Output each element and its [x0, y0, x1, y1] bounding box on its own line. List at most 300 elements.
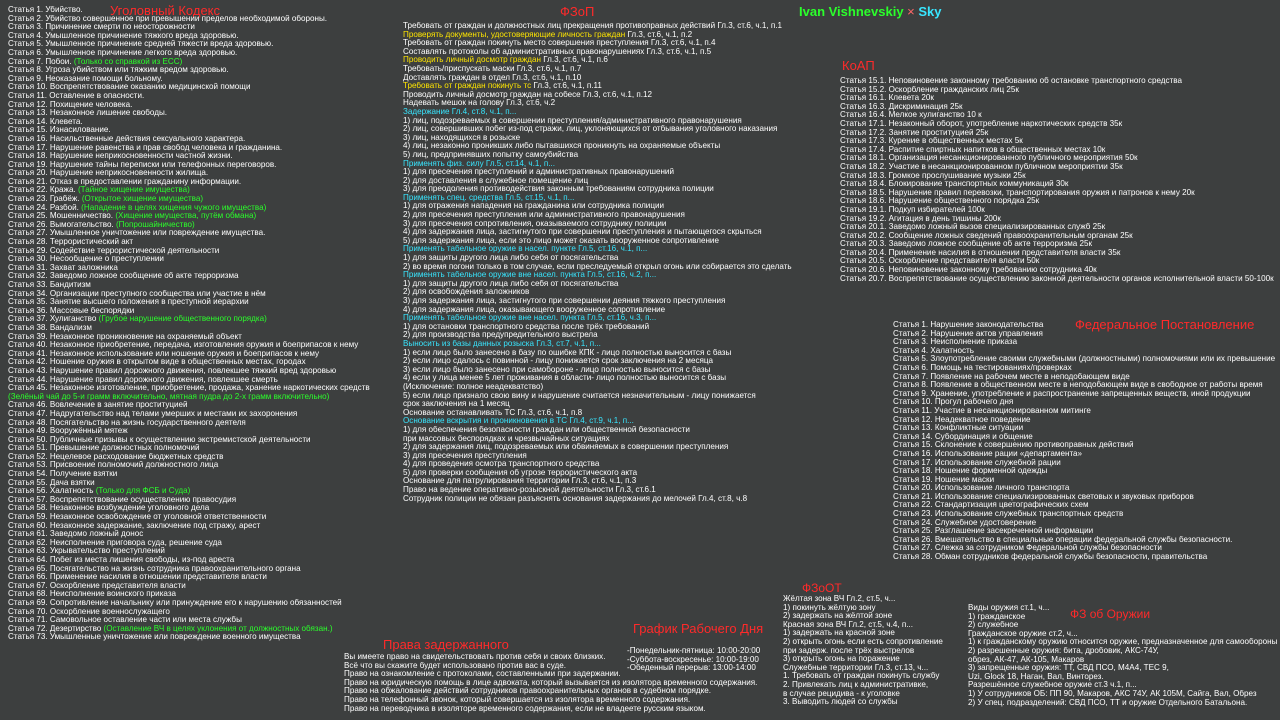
uk-t: Статья 3. Причинение смерти по неосторожности: [8, 23, 195, 32]
koap-t: Статья 18.5. Нарушение правил перевозки, транспортирования оружия и патронов к нему 20к: [840, 188, 1195, 197]
fzop-line: [403, 495, 803, 504]
uk-line: [8, 32, 400, 41]
koap-line: [840, 172, 1280, 181]
uk-line: [8, 436, 400, 445]
uk-h: (Только со справкой из ЕСС): [73, 57, 183, 66]
weap-t: 1) гражданское: [968, 612, 1026, 621]
police-law-list: [403, 22, 803, 503]
fzop-t: Гл.3, ст.6, ч.1, п.6: [543, 56, 608, 65]
uk-line: [8, 401, 400, 410]
fed-line: [893, 355, 1280, 364]
weap-t: 1) У сотрудников ОБ: ПП 90, Макаров, АКС 74У, АК 105М, Сайга, Вал, Обрез: [968, 689, 1257, 698]
koap-line: [840, 146, 1280, 155]
fzop-t: 4) для задержания лица, застигнутого при совершении преступления и пытающегося скрыться: [403, 228, 762, 237]
fed-t: Статья 14. Субординация и общение: [893, 432, 1033, 441]
federal-resolution-title: Федеральное Постановление: [1075, 317, 1255, 332]
uk-line: [8, 298, 400, 307]
fzoot-list: [783, 595, 973, 707]
uk-line: [8, 66, 400, 75]
koap-line: [840, 189, 1280, 198]
fed-t: Статья 9. Хранение, употребление и распространение запрещенных веществ, иной продукции: [893, 389, 1251, 398]
fzop-line: [403, 22, 803, 31]
fzop-line: [403, 263, 803, 272]
fzop-line: [403, 134, 803, 143]
fed-line: [893, 544, 1280, 553]
uk-line: [8, 83, 400, 92]
fzop-t: 4) для задержания лица, оказывающего вооруженное сопротивление: [403, 305, 666, 314]
uk-t: Статья 12. Похищение человека.: [8, 100, 133, 109]
uk-line: [8, 40, 400, 49]
koap-line: [840, 232, 1280, 241]
uk-line: [8, 92, 400, 101]
uk-t: Статья 24. Разбой.: [8, 203, 82, 212]
uk-line: [8, 479, 400, 488]
koap-line: [840, 215, 1280, 224]
uk-line: [8, 539, 400, 548]
uk-h: (Только для ФСБ и Суда): [95, 487, 191, 496]
fzop-line: [403, 435, 803, 444]
fzop-c: Основание вскрытия и проникновения в ТС Гл.4, ст.9, ч.1, п...: [403, 417, 634, 426]
fzop-line: [403, 288, 803, 297]
koap-line: [840, 266, 1280, 275]
uk-line: [8, 221, 400, 230]
uk-line: [8, 229, 400, 238]
uk-t: Статья 33. Бандитизм: [8, 281, 91, 289]
fed-line: [893, 424, 1280, 433]
fzop-line: [403, 374, 803, 383]
fed-t: Статья 13. Конфликтные ситуации: [893, 424, 1024, 433]
fzoot-t: 3) открыть огонь на поражение: [783, 655, 900, 664]
uk-line: [8, 178, 400, 187]
weap-t: 1) к гражданскому оружию относится оружие, предназначенное для самообороны: [968, 638, 1278, 647]
criminal-code-list: [8, 6, 400, 642]
uk-line: [8, 393, 400, 402]
fed-line: [893, 321, 1280, 330]
uk-line: [8, 616, 400, 625]
koap-t: Статья 19.2. Агитация в день тишины 200к: [840, 214, 1001, 223]
fzop-t: срок заключения на 1 месяц: [403, 400, 510, 409]
fzop-line: [403, 280, 803, 289]
uk-line: [8, 590, 400, 599]
fzop-t: Надевать мешок на голову Гл.3, ст.6, ч.2: [403, 99, 556, 108]
fzop-t: Требовать/приспускать маски Гл.3, ст.6, ч.1, п.7: [403, 64, 582, 73]
uk-t: Статья 7. Побои.: [8, 57, 74, 66]
uk-line: [8, 169, 400, 178]
uk-t: Статья 67. Оскорбление представителя власти: [8, 581, 186, 590]
fzop-t: 4) для проведения осмотра транспортного средства: [403, 460, 600, 469]
koap-t: Статья 20.3. Заведомо ложное сообщение об акте терроризма 25к: [840, 240, 1093, 249]
uk-t: Статья 68. Неисполнение воинского приказа: [8, 590, 177, 599]
uk-t: Статья 51. Превышение должностных полномочий: [8, 444, 200, 453]
koap-line: [840, 257, 1280, 266]
fzop-t: Сотрудник полиции не обязан разъяснять основания задержания до мелочей Гл.4, ст.8, ч.8: [403, 494, 748, 503]
fed-line: [893, 467, 1280, 476]
weap-line: [968, 673, 1280, 682]
fed-t: Статья 12. Неадекватное поведение: [893, 415, 1031, 424]
uk-line: [8, 513, 400, 522]
fzop-t: 2) для производства предупредительного выстрела: [403, 331, 598, 340]
fzop-t: 1) для пресечения преступлений и административных правонарушений: [403, 168, 674, 177]
weap-line: [968, 690, 1280, 699]
weap-line: [968, 630, 1280, 639]
fzoot-t: при задерж. после трёх выстрелов: [783, 646, 915, 655]
fed-line: [893, 347, 1280, 356]
uk-t: Статья 25. Мошенничество.: [8, 212, 116, 221]
fzoot-t: 3. Выводить людей со службы: [783, 698, 898, 707]
fed-t: Статья 7. Появление на рабочем месте в неподобающем виде: [893, 372, 1130, 381]
fzop-t: 5) для задержания лица, если это лицо может оказать вооруженное сопротивление: [403, 236, 719, 245]
fzop-t: при массовых беспорядках и чрезвычайных ситуациях: [403, 434, 610, 443]
uk-line: [8, 15, 400, 24]
uk-line: [8, 461, 400, 470]
fzop-line: [403, 417, 803, 426]
fzop-t: Составлять протоколы об административных правонарушениях Гл.3, ст.6, ч.1, п.5: [403, 47, 712, 56]
fzop-line: [403, 486, 803, 495]
uk-t: Статья 37. Хулиганство: [8, 315, 99, 324]
fzop-t: 4) лиц, незаконно проникших либо пытавшихся проникнуть на охраняемые объекты: [403, 142, 721, 151]
fzoot-t: Жёлтая зона ВЧ Гл.2, ст.5, ч...: [783, 595, 896, 603]
fzop-line: [403, 452, 803, 461]
uk-line: [8, 126, 400, 135]
uk-t: Статья 57. Воспрепятствование осуществлению правосудия: [8, 495, 237, 504]
fed-t: Статья 8. Появление в общественном месте в неподобающем виде в свободное от работы время: [893, 381, 1263, 390]
fzop-line: [403, 331, 803, 340]
work-schedule-list: [627, 647, 777, 673]
fed-line: [893, 416, 1280, 425]
uk-t: Статья 9. Неоказание помощи больному.: [8, 74, 163, 83]
fzoot-t: в случае рецидива - к уголовке: [783, 689, 900, 698]
weap-t: обрез, АК-47, АК-105, Макаров: [968, 655, 1085, 664]
koap-t: Статья 20.4. Применение насилия в отношении представителя власти 35к: [840, 248, 1121, 257]
fzop-line: [403, 443, 803, 452]
uk-line: [8, 23, 400, 32]
fed-t: Статья 11. Участие в несанкционированном митинге: [893, 406, 1091, 415]
uk-t: Статья 60. Незаконное задержание, заключение под стражу, арест: [8, 521, 261, 530]
uk-t: Статья 73. Умышленные уничтожение или повреждение военного имущества: [8, 633, 301, 642]
fzop-t: Требовать от граждан покинуть место совершения преступления Гл.3, ст.6, ч.1, п.4: [403, 39, 716, 48]
fzop-line: [403, 383, 803, 392]
fzop-line: [403, 56, 803, 65]
criminal-code-title: Уголовный Кодекс: [110, 3, 221, 18]
uk-t: Статья 63. Укрывательство преступлений: [8, 547, 165, 556]
uk-line: [8, 419, 400, 428]
fzop-line: [403, 477, 803, 486]
fzop-t: 3) если лицо было занесено при самобороне - лицо полностью выносится с базы: [403, 365, 711, 374]
koap-t: Статья 20.5. Оскорбление представителя власти 50к: [840, 257, 1040, 266]
fzop-line: [403, 400, 803, 409]
uk-t: Статья 38. Вандализм: [8, 323, 92, 332]
fzop-line: [403, 306, 803, 315]
fzop-line: [403, 117, 803, 126]
rights-t: Вы имеете право на свидетельствовать против себя и своих близких.: [344, 653, 606, 661]
koap-t: Статья 17.3. Курение в общественных местах 5к: [840, 137, 1023, 146]
fzop-t: 2) для пресечения преступления или административного правонарушения: [403, 211, 685, 220]
uk-line: [8, 290, 400, 299]
fzop-line: [403, 211, 803, 220]
uk-t: Статья 16. Насильственные действия сексуального характера.: [8, 134, 246, 143]
uk-t: Статья 26. Вымогательство.: [8, 220, 116, 229]
koap-line: [840, 180, 1280, 189]
sched-t: -Обеденный перерыв: 13:00-14:00: [627, 664, 756, 673]
fed-t: Статья 3. Неисполнение приказа: [893, 338, 1018, 347]
fzop-t: 5) для проверки сообщения об угрозе террористического акта: [403, 468, 638, 477]
fed-line: [893, 510, 1280, 519]
brand-separator: ×: [907, 4, 915, 19]
uk-t: Статья 32. Заведомо ложное сообщение об акте терроризма: [8, 272, 239, 281]
fzoot-line: [783, 638, 973, 647]
fed-t: Статья 25. Разглашение засекреченной информации: [893, 527, 1094, 536]
fzop-line: [403, 160, 803, 169]
uk-line: [8, 186, 400, 195]
fed-t: Статья 10. Прогул рабочего дня: [893, 398, 1014, 407]
fzop-line: [403, 426, 803, 435]
fzoot-t: 1) покинуть жёлтую зону: [783, 603, 876, 612]
fed-line: [893, 441, 1280, 450]
uk-h: (Открытое хищение имущества): [81, 195, 204, 204]
uk-t: Статья 10. Воспрепятствование оказанию медицинской помощи: [8, 83, 251, 92]
uk-t: Статья 11. Оставление в опасности.: [8, 91, 145, 100]
fzoot-t: 1. Требовать от граждан покинуть службу: [783, 672, 940, 681]
koap-t: Статья 16.3. Дискриминация 25к: [840, 102, 963, 111]
fed-t: Статья 6. Помощь на тестированиях/проверках: [893, 363, 1072, 372]
weap-line: [968, 656, 1280, 665]
rights-line: [344, 705, 774, 714]
weap-line: [968, 613, 1280, 622]
fzop-line: [403, 228, 803, 237]
koap-t: Статья 19.1. Подкуп избирателей 100к: [840, 205, 985, 214]
uk-line: [8, 195, 400, 204]
uk-t: Статья 71. Самовольное оставление части или места службы: [8, 616, 242, 625]
admin-code-list: [840, 77, 1280, 283]
work-schedule-title: График Рабочего Дня: [633, 621, 764, 636]
uk-line: [8, 212, 400, 221]
fed-t: Статья 23. Использование служебных транспортных средств: [893, 510, 1124, 519]
rights-t: Право на ознакомление с протоколами, составленными при задержании.: [344, 670, 621, 679]
fed-t: Статья 22. Стандартизация цветографических схем: [893, 501, 1089, 510]
koap-line: [840, 86, 1280, 95]
fzop-line: [403, 202, 803, 211]
weapons-law-list: [968, 604, 1280, 707]
fzop-t: 2) если лицо сдалось с повинной - лицу понижается срок заключения на 2 месяца: [403, 357, 714, 366]
fzop-t: 1) для отражения нападения на гражданина или сотрудника полиции: [403, 202, 664, 211]
uk-line: [8, 307, 400, 316]
uk-line: [8, 144, 400, 153]
uk-t: Статья 14. Клевета.: [8, 117, 83, 126]
fzop-line: [403, 151, 803, 160]
rights-line: [344, 696, 774, 705]
fzoot-t: Красная зона ВЧ Гл.2, ст.5, ч.4, п...: [783, 620, 913, 629]
fzop-t: (Исключение: полное неадекватство): [403, 382, 544, 391]
fzop-t: 5) если лицо признало свою вину и нарушение считается незначительным - лицу понижается: [403, 391, 756, 400]
uk-line: [8, 341, 400, 350]
uk-t: Статья 43. Нарушение правил дорожного движения, повлекшее тяжкий вред здоровью: [8, 366, 337, 375]
fed-line: [893, 476, 1280, 485]
fzop-line: [403, 469, 803, 478]
weap-line: [968, 664, 1280, 673]
fzop-line: [403, 366, 803, 375]
fzop-t: 5) лиц, предпринявших попытку самоубийства: [403, 150, 579, 159]
uk-t: Статья 50. Публичные призывы к осуществлению экстремистской деятельности: [8, 435, 311, 444]
fzop-t: 1) для обеспечения безопасности граждан или общественной безопасности: [403, 425, 690, 434]
fzoot-line: [783, 664, 973, 673]
brand-name: Ivan Vishnevskiy: [799, 4, 904, 19]
uk-line: [8, 453, 400, 462]
weap-line: [968, 699, 1280, 708]
uk-h: (Зелёный чай до 5-и грамм включительно, мятная пудра до 2-х грамм включительно): [8, 392, 330, 401]
fzoot-t: 1) задержать на красной зоне: [783, 629, 895, 638]
uk-line: [8, 118, 400, 127]
fzop-y: Проверять документы, удостоверяющие личность граждан: [403, 30, 628, 39]
uk-h: (Оставление ВЧ в целях уклонения от должностных обязан.): [103, 624, 333, 633]
uk-t: Статья 5. Умышленное причинение средней тяжести вреда здоровью.: [8, 40, 274, 49]
uk-line: [8, 272, 400, 281]
uk-line: [8, 6, 400, 15]
uk-t: Статья 52. Нецелевое расходование бюджетных средств: [8, 452, 224, 461]
fzoot-line: [783, 655, 973, 664]
koap-t: Статья 17.2. Занятие проституцией 25к: [840, 128, 989, 137]
rights-t: Право на юридическую помощь в лице адвоката, который вызывается из изолятора временного содержания.: [344, 678, 758, 687]
uk-t: Статья 35. Занятие высшего положения в преступной иерархии: [8, 298, 249, 307]
fzoot-line: [783, 612, 973, 621]
fzop-t: 2) для задержания лиц, подозреваемых или обвиняемых в совершении преступления: [403, 443, 729, 452]
fzop-t: 1) если лицо было занесено в базу по ошибке КПК - лицо полностью выносится с базы: [403, 348, 732, 357]
koap-t: Статья 18.6. Нарушение общественного порядка 25к: [840, 197, 1040, 206]
koap-t: Статья 20.1. Заведомо ложный вызов специализированных служб 25к: [840, 223, 1106, 232]
fzop-line: [403, 349, 803, 358]
fzop-line: [403, 340, 803, 349]
uk-t: Статья 40. Незаконное приобретение, передача, изготовления оружия и боеприпасов к нему: [8, 341, 359, 350]
fed-t: Статья 5. Злоупотребление своими служебными (должностными) полномочиями или их превышение: [893, 355, 1276, 364]
fzop-t: 4) если у лица менее 5 лет проживания в области- лицо полностью выносится с базы: [403, 374, 727, 383]
fzop-t: 2) для освобождения заложников: [403, 288, 530, 297]
uk-t: Статья 31. Захват заложника: [8, 263, 118, 272]
uk-line: [8, 427, 400, 436]
uk-h: (Попрошайничество): [115, 220, 195, 229]
koap-line: [840, 129, 1280, 138]
fzop-line: [403, 220, 803, 229]
fed-t: Статья 20. Использование личного транспорта: [893, 484, 1070, 493]
fzop-line: [403, 74, 803, 83]
uk-line: [8, 333, 400, 342]
uk-line: [8, 582, 400, 591]
koap-line: [840, 197, 1280, 206]
uk-t: Статья 55. Дача взятки: [8, 478, 95, 487]
brand-sky: Sky: [918, 4, 942, 19]
uk-line: [8, 470, 400, 479]
fzop-t: 3) для преодоления противодействия законным требованиям сотрудника полиции: [403, 185, 714, 194]
fzop-t: 3) для пресечения сопротивления, оказываемого сотруднику полиции: [403, 219, 667, 228]
fed-t: Статья 18. Ношение форменной одежды: [893, 467, 1048, 476]
koap-t: Статья 20.2. Сообщение ложных сведений правоохранительным органам 25к: [840, 231, 1133, 240]
uk-line: [8, 376, 400, 385]
koap-t: Статья 17.1. Незаконный оборот, употребление наркотических средств 35к: [840, 119, 1123, 128]
uk-line: [8, 135, 400, 144]
fzop-c: Применять спец. средства Гл.5, ст.15, ч.1, п...: [403, 193, 575, 202]
uk-t: Статья 17. Нарушение равенства и прав свобод человека и гражданина.: [8, 143, 283, 152]
fed-line: [893, 450, 1280, 459]
koap-t: Статья 20.6. Неповиновение законному требованию сотрудника 40к: [840, 266, 1097, 275]
fzop-line: [403, 297, 803, 306]
weap-t: Uzi, Glock 18, Наган, Вал, Винторез.: [968, 672, 1104, 681]
rights-t: Право на переводчика в изоляторе временного содержания, если не владеете русским языком.: [344, 704, 706, 713]
koap-t: Статья 18.2. Участие в несанкционированном публичном мероприятии 35к: [840, 162, 1123, 171]
fzop-line: [403, 392, 803, 401]
federal-resolution-list: [893, 321, 1280, 562]
uk-t: Статья 21. Отказ в предоставлении гражданину информации.: [8, 177, 242, 186]
uk-line: [8, 281, 400, 290]
fzop-line: [403, 108, 803, 117]
koap-t: Статья 20.7. Воспрепятствование осуществлению законной деятельности органов исполнительной власти 50-100к: [840, 274, 1274, 283]
fzop-t: Проводить личный досмотр граждан на собесе Гл.3, ст.6, ч.1, п.12: [403, 90, 653, 99]
fzop-line: [403, 194, 803, 203]
uk-line: [8, 384, 400, 393]
uk-t: Статья 13. Незаконное лишение свободы.: [8, 109, 168, 118]
koap-line: [840, 154, 1280, 163]
uk-line: [8, 487, 400, 496]
uk-t: Статья 1. Убийство.: [8, 6, 83, 14]
uk-t: Статья 45. Незаконное изготовление, приобретение, продажа, хранение наркотических средств: [8, 384, 370, 393]
koap-line: [840, 223, 1280, 232]
uk-t: Статья 64. Побег из места лишения свободы, из-под ареста: [8, 556, 235, 564]
weapons-law-title: ФЗ об Оружии: [1070, 607, 1151, 621]
uk-t: Статья 62. Неисполнение приговора суда, решение суда: [8, 538, 222, 547]
fed-line: [893, 398, 1280, 407]
uk-t: Статья 30. Несообщение о преступлении: [8, 255, 164, 264]
weap-t: 2) служебное: [968, 621, 1019, 630]
fed-line: [893, 484, 1280, 493]
uk-h: (Грубое нарушение общественного порядка): [98, 315, 267, 324]
koap-t: Статья 15.2. Оскорбление гражданских лиц 25к: [840, 85, 1019, 94]
fzop-t: 1) для защиты другого лица либо себя от посягательства: [403, 279, 619, 288]
fzoot-line: [783, 604, 973, 613]
uk-t: Статья 59. Незаконное освобождение от уголовной ответственности: [8, 513, 267, 522]
fzop-line: [403, 125, 803, 134]
weap-t: 2) У спец. подразделений: СВД ПСО, ТТ и оружие Отдельного Батальона.: [968, 698, 1248, 707]
uk-t: Статья 72. Дезертирство: [8, 624, 104, 633]
uk-line: [8, 358, 400, 367]
sched-line: [627, 664, 777, 673]
fzop-line: [403, 254, 803, 263]
fed-t: Статья 24. Служебное удостоверение: [893, 518, 1037, 527]
fzop-line: [403, 185, 803, 194]
fzop-line: [403, 48, 803, 57]
rights-line: [344, 679, 774, 688]
fed-t: Статья 21. Использование специализированных световых и звуковых приборов: [893, 492, 1194, 501]
uk-line: [8, 367, 400, 376]
fzop-line: [403, 82, 803, 91]
fzop-t: Гл.3, ст.6, ч.1, п.2: [627, 30, 693, 39]
fzop-line: [403, 460, 803, 469]
admin-code-title: КоАП: [842, 58, 875, 73]
koap-line: [840, 120, 1280, 129]
uk-t: Статья 8. Угроза убийством или тяжким вредом здоровью.: [8, 66, 229, 75]
uk-t: Статья 54. Получение взятки: [8, 470, 118, 479]
fzop-t: 2) для доставления в служебное помещение лиц: [403, 176, 589, 185]
koap-line: [840, 240, 1280, 249]
uk-line: [8, 444, 400, 453]
weap-line: [968, 647, 1280, 656]
uk-t: Статья 44. Нарушение правил дорожного движения, повлекшее смерть: [8, 375, 278, 384]
fzop-line: [403, 314, 803, 323]
fzoot-t: 2) задержать на жёлтой зоне: [783, 612, 893, 621]
fed-t: Статья 16. Использование рации «департамента»: [893, 449, 1083, 458]
uk-line: [8, 58, 400, 67]
fzop-t: Требовать от граждан и должностных лиц прекращения противоправных действий Гл.3, ст.6, ч.1, п.1: [403, 22, 782, 30]
fed-t: Статья 1. Нарушение законодательства: [893, 321, 1044, 329]
uk-t: Статья 48. Посягательство на жизнь государственного деятеля: [8, 418, 246, 427]
uk-line: [8, 410, 400, 419]
uk-t: Статья 39. Незаконное проникновение на охраняемый объект: [8, 332, 242, 341]
